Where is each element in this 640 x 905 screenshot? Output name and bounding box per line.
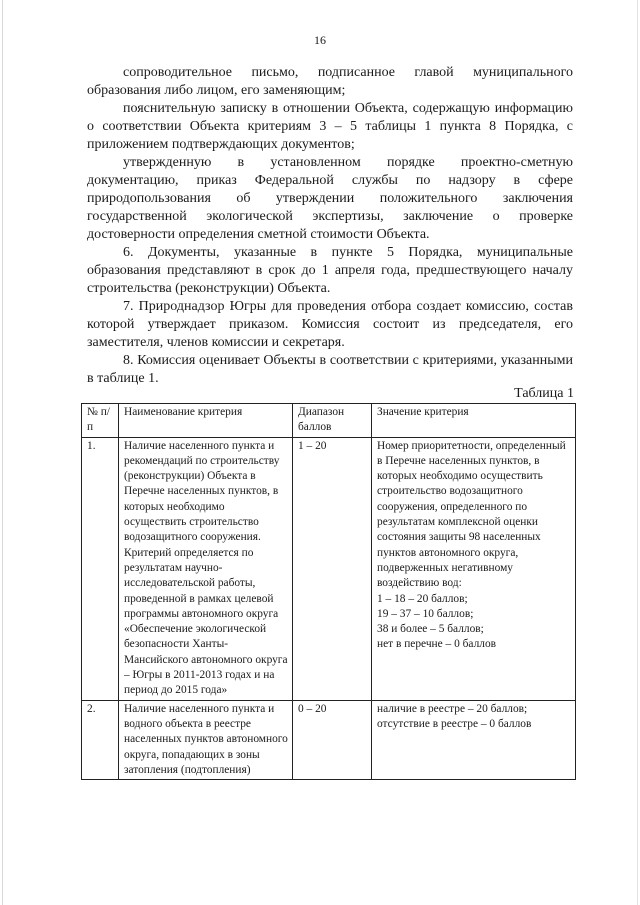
paragraph-item-8: 8. Комиссия оценивает Объекты в соответствии с критериями, указанными в таблице 1. <box>87 353 573 386</box>
paragraph-item-6: 6. Документы, указанные в пункте 5 Порядка, муниципальные образования представляют в срок до 1 апреля года, предшествующего началу строительства (реконструкции) Объекта. <box>87 245 573 296</box>
scan-right-edge <box>637 0 638 905</box>
paragraph-project-documentation: утвержденную в установленном порядке проектно-сметную документацию, приказ Федеральной службы по надзору в сфере природопользования об утверждении положительного заключения государственной экологической экспертизы, заключение о проверке достоверности определения сметной стоимости Объекта. <box>87 155 573 242</box>
criterion-value-line: 1 – 18 – 20 баллов; <box>377 592 468 605</box>
header-criterion-name: Наименование критерия <box>119 404 293 438</box>
criterion-name: Наличие населенного пункта и водного объекта в реестре населенных пунктов автономного округа, попадающих в зоны затопления (подтопления) <box>119 700 293 779</box>
criterion-value-line: 38 и более – 5 баллов; <box>377 623 484 636</box>
document-body <box>87 64 573 388</box>
criterion-value-line: наличие в реестре – 20 баллов; <box>377 702 528 715</box>
paragraph-explanatory-note: пояснительную записку в отношении Объекта, содержащую информацию о соответствии Объекта критериям 3 – 5 таблицы 1 пункта 8 Порядка, с приложением подтверждающих документов; <box>87 101 573 152</box>
criterion-value-line: нет в перечне – 0 баллов <box>377 638 497 651</box>
row-number: 1. <box>82 437 119 700</box>
criterion-value <box>372 437 576 700</box>
paragraph-item-7: 7. Природнадзор Югры для проведения отбора создает комиссию, состав которой утверждает приказом. Комиссия состоит из председателя, его заместителя, членов комиссии и секретаря. <box>87 299 573 350</box>
page-number: 16 <box>314 33 326 47</box>
table-header-row <box>82 404 576 438</box>
table-row <box>82 437 576 700</box>
table-row <box>82 700 576 779</box>
criterion-value-line: Номер приоритетности, определенный в Перечне населенных пунктов, в которых необходимо осуществить строительство водозащитного сооружения, определенного по результатам комплексной оценки состояния защиты 98 населенных пунктов автономного округа, подверженных негативному воздействию вод: <box>377 439 566 590</box>
header-score-range: Диапазон баллов <box>293 404 372 438</box>
score-range: 0 – 20 <box>293 700 372 779</box>
row-number: 2. <box>82 700 119 779</box>
criterion-value-line: 19 – 37 – 10 баллов; <box>377 607 474 620</box>
header-number: № п/п <box>82 404 119 438</box>
paragraph-cover-letter: сопроводительное письмо, подписанное главой муниципального образования либо лицом, его заменяющим; <box>87 65 573 98</box>
criterion-value-line: отсутствие в реестре – 0 баллов <box>377 717 532 730</box>
score-range: 1 – 20 <box>293 437 372 700</box>
scan-left-edge <box>2 0 3 905</box>
criterion-name: Наличие населенного пункта и рекомендаций по строительству (реконструкции) Объекта в Перечне населенных пунктов, в которых необходимо осуществить строительство водозащитного сооружения. Критерий определяется по результатам научно-исследовательской работы, проведенной в рамках целевой программы автономного округа «Обеспечение экологической безопасности Ханты-Мансийского автономного округа – Югры в 2011-2013 годах и на период до 2015 года» <box>119 437 293 700</box>
criterion-value <box>372 700 576 779</box>
table-caption: Таблица 1 <box>514 386 574 401</box>
header-criterion-value: Значение критерия <box>372 404 576 438</box>
criteria-table <box>81 403 576 780</box>
